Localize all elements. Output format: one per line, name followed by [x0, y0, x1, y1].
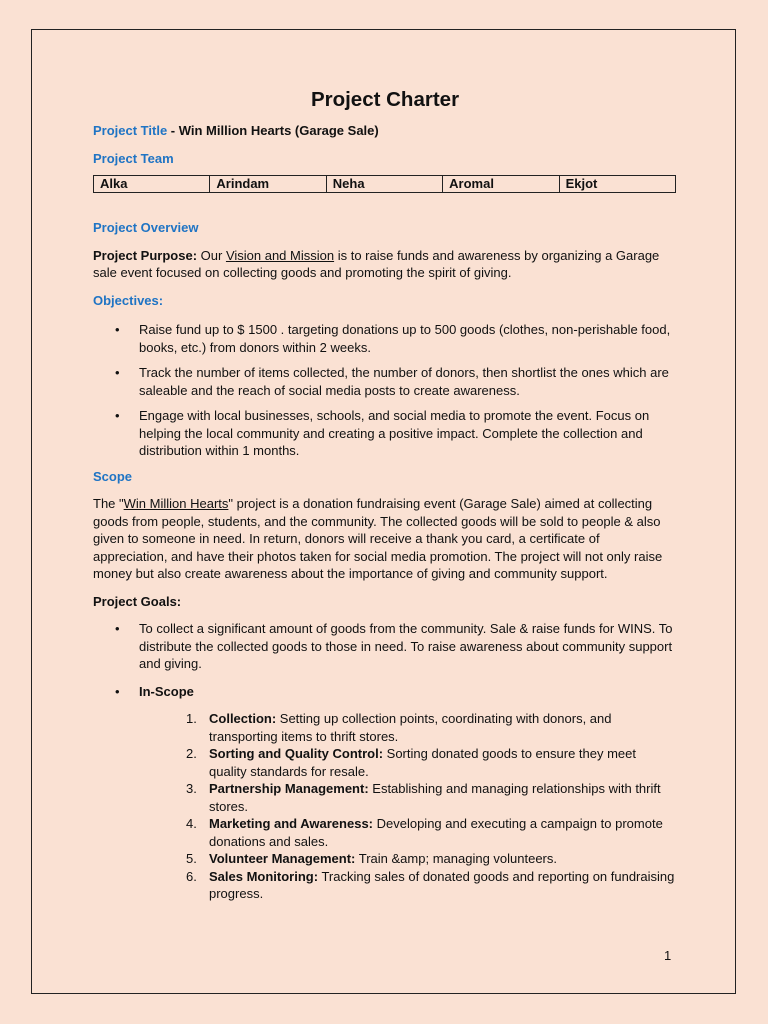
in-scope-entry — [93, 850, 677, 868]
entry-number: 2. — [186, 746, 197, 761]
in-scope-entry — [93, 710, 677, 745]
in-scope-item — [93, 683, 677, 701]
objective-item: • Track the number of items collected, the number of donors, then shortlist the ones which are saleable and the reach of social media posts to create awareness. — [93, 364, 677, 399]
team-member: Neha — [326, 176, 442, 193]
objectives-heading: Objectives: — [93, 292, 164, 308]
objectives-list — [93, 321, 677, 460]
entry-number: 4. — [186, 816, 197, 831]
entry-text: Establishing and managing relationships with thrift stores. — [209, 781, 661, 814]
entry-number: 1. — [186, 711, 197, 726]
project-purpose — [93, 247, 677, 282]
in-scope-entry — [93, 868, 677, 903]
in-scope-list — [93, 710, 677, 903]
entry-text: Tracking sales of donated goods and reporting on fundraising progress. — [209, 868, 675, 901]
in-scope-entry — [93, 780, 677, 815]
entry-label: Sorting and Quality Control: — [209, 746, 384, 761]
team-member: Arindam — [210, 176, 326, 193]
entry-number: 6. — [186, 868, 197, 884]
document-body — [93, 86, 677, 903]
team-member: Ekjot — [559, 176, 675, 193]
entry-number: 3. — [186, 781, 197, 796]
entry-label: Sales Monitoring: — [209, 868, 319, 884]
project-title-label: Project Title — [93, 123, 168, 138]
entry-label: Collection: — [209, 711, 277, 726]
scope-paragraph — [93, 495, 677, 583]
entry-text: Developing and executing a campaign to promote donations and sales. — [209, 816, 663, 849]
scope-text-after: " project is a donation fundraising event (Garage Sale) aimed at collecting goods from people, students, and the community. The collected goods will be sold to people & also given to someone in need. In return, donors will receive a thank you card, a certificate of appreciation, and have their photos taken for social media promotion. The project will not only raise money but also create awareness about the importance of giving and community support. — [93, 496, 663, 581]
page-number: 1 — [664, 948, 672, 963]
team-table — [93, 175, 676, 193]
entry-text: Sorting donated goods to ensure they meet quality standards for resale. — [209, 746, 636, 779]
vision-mission-link[interactable]: Vision and Mission — [225, 247, 335, 263]
scope-text-before: The " — [93, 496, 124, 511]
entry-label: Partnership Management: — [209, 781, 369, 796]
entry-label: Volunteer Management: — [209, 851, 356, 866]
objective-item: • Engage with local businesses, schools, and social media to promote the event. Focus on helping the local community and creating a positive impact. Complete the collection and distribution within 1 months. — [93, 407, 677, 460]
team-member: Alka — [94, 176, 210, 193]
project-title-value: - Win Million Hearts (Garage Sale) — [167, 123, 379, 138]
in-scope-label: In-Scope — [139, 683, 194, 699]
in-scope-entry — [93, 815, 677, 850]
objective-item: • Raise fund up to $ 1500 . targeting donations up to 500 goods (clothes, non-perishable food, books, etc.) from donors within 2 weeks. — [93, 321, 677, 356]
entry-text: Train &amp; managing volunteers. — [355, 851, 557, 866]
page-title: Project Charter — [310, 88, 460, 111]
entry-label: Marketing and Awareness: — [209, 816, 373, 831]
team-row — [94, 176, 676, 193]
purpose-text-after: is to raise funds and awareness by organizing a Garage sale event focused on collecting goods and promoting the spirit of giving. — [93, 247, 660, 280]
win-million-hearts-link[interactable]: Win Million Hearts — [123, 496, 229, 511]
overview-heading: Project Overview — [93, 220, 199, 235]
project-title-line — [93, 122, 677, 140]
scope-heading: Scope — [93, 468, 133, 484]
goals-heading: Project Goals: — [93, 593, 182, 609]
goal-item: • To collect a significant amount of goods from the community. Sale & raise funds for WINS. To distribute the collected goods to those in need. To raise awareness about community support and giving. — [93, 620, 677, 673]
purpose-text-before: Our — [197, 247, 226, 263]
entry-text: Setting up collection points, coordinating with donors, and transporting items to thrift stores. — [209, 711, 612, 744]
goals-list — [93, 620, 677, 700]
project-team-heading: Project Team — [93, 150, 174, 166]
in-scope-entry — [93, 745, 677, 780]
team-member: Aromal — [443, 176, 559, 193]
purpose-label: Project Purpose: — [93, 247, 198, 263]
entry-number: 5. — [186, 851, 197, 866]
